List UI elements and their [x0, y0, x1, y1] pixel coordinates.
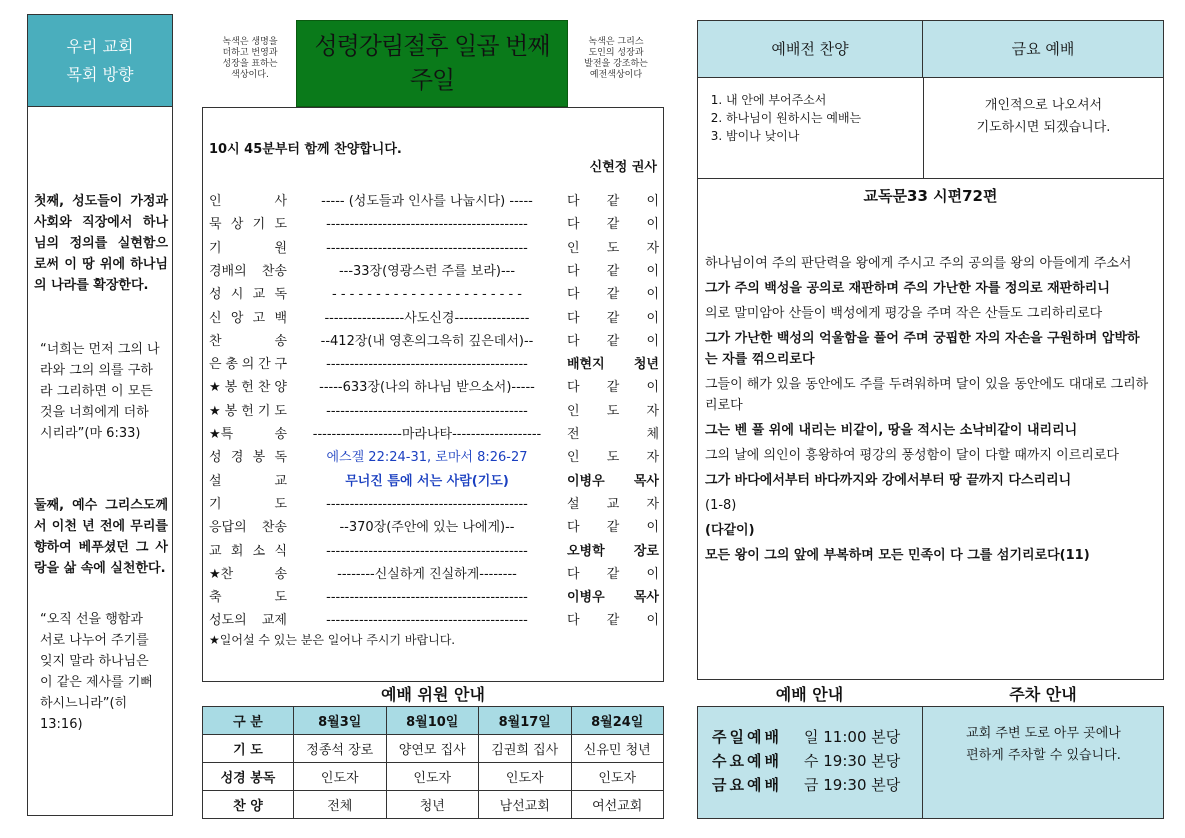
header-line-2: 목회 방향 [66, 65, 134, 84]
order-item-content: -----------------사도신경---------------- [324, 310, 530, 326]
note-line: 발전을 강조하는 [584, 59, 648, 69]
parking-title: 주차 안내 [1009, 685, 1077, 704]
reading-verse: 그는 벤 풀 위에 내리는 비같이, 땅을 적시는 소낙비같이 내리리니 [705, 423, 1078, 438]
order-item-content: ------------------------------------------- [326, 217, 528, 233]
order-item-leader: 오병학 장로 [567, 543, 659, 559]
table-cell: 정종석 장로 [294, 735, 387, 763]
reading-verse: 그의 날에 의인이 흥왕하여 평강의 풍성함이 달이 다할 때까지 이르리로다 [705, 448, 1119, 463]
row-label: 성경 봉독 [203, 763, 294, 791]
order-item-label: 성도의 교제 [209, 613, 287, 629]
order-item-content: 에스겔 22:24-31, 로마서 8:26-27 [326, 450, 528, 466]
order-item-leader: 다 같 이 [567, 287, 659, 303]
order-item-content: --------신실하게 진실하게-------- [337, 566, 517, 582]
order-item-label: ★ 봉 헌 기 도 [209, 403, 287, 419]
order-item-label: ★특 송 [209, 427, 287, 442]
order-row [209, 307, 659, 330]
praise-title: 예배전 찬양 [698, 21, 923, 78]
order-item-label: 경배의 찬송 [209, 263, 287, 279]
note-line: 도인의 성장과 [588, 48, 644, 58]
order-item-content: -------------------마라나타------------------- [312, 427, 542, 442]
order-item-leader: 이병우 목사 [567, 473, 659, 489]
order-item-label: 성 시 교 독 [209, 287, 287, 303]
order-row [209, 400, 659, 423]
order-item-content: --412장(내 영혼의그윽히 깊은데서)-- [320, 333, 534, 349]
service-row [712, 725, 917, 749]
divider [922, 707, 923, 818]
divider [698, 178, 1163, 179]
friday-line: 개인적으로 나오셔서 [984, 98, 1103, 113]
service-title: 예배 안내 [775, 685, 844, 704]
table-header-row [203, 707, 664, 735]
table-cell: 전체 [294, 791, 387, 819]
column-header: 8월3일 [294, 707, 387, 735]
table-cell: 인도자 [571, 763, 664, 791]
order-item-content: ----- (성도들과 인사를 나눕시다) ----- [321, 194, 533, 209]
direction-quote-2: “오직 선을 행함과 서로 나누어 주기를 잊지 말라 하나님은 이 같은 제사를 기뻐하시느니라”(히 13:16) [40, 612, 153, 732]
order-row [209, 586, 659, 609]
order-item-leader: 배현지 청년 [567, 357, 659, 373]
order-item-label: 설 교 [209, 473, 287, 489]
responsive-reading [705, 253, 1152, 570]
note-line: 예전색상이다 [589, 70, 643, 80]
responsive-reading-title: 교독문33 시편72편 [863, 187, 998, 205]
reading-verse: 의로 말미암아 산들이 백성에게 평강을 주며 작은 산들도 그리하리로다 [705, 306, 1103, 321]
service-name: 금요예배 [712, 776, 782, 794]
reading-verse: 그들이 해가 있을 동안에도 주를 두려워하며 달이 있을 동안에도 대대로 그리하리로다 [705, 377, 1149, 413]
sunday-title [296, 20, 568, 107]
order-row [209, 376, 659, 399]
service-row [712, 773, 917, 797]
order-item-label: ★찬 송 [209, 566, 287, 582]
order-item-label: 은 총 의 간 구 [209, 357, 287, 373]
order-item-label: 기 원 [209, 240, 287, 256]
order-item-content: ------------------------------------------- [326, 590, 528, 606]
note-line: 녹색은 생명을 [222, 37, 278, 47]
service-name: 주일예배 [712, 728, 782, 746]
service-time: 일 11:00 본당 [804, 728, 901, 746]
table-cell: 청년 [386, 791, 479, 819]
parking-line: 교회 주변 도로 아무 곳에나 [966, 726, 1121, 741]
worship-duty-table [202, 706, 664, 819]
parking-text [924, 723, 1163, 767]
order-intro: 10시 45분부터 함께 찬양합니다. [209, 142, 402, 157]
order-item-content: 무너진 틈에 서는 사람(기도) [345, 473, 509, 489]
order-item-label: 축 도 [209, 590, 287, 606]
order-row [209, 260, 659, 283]
table-cell: 신유민 청년 [571, 735, 664, 763]
note-line: 색상이다. [231, 70, 269, 80]
reading-verse: 그가 가난한 백성의 억울함을 풀어 주며 궁핍한 자의 자손을 구원하며 압박하는 자를 꺾으리로다 [705, 331, 1140, 367]
service-row [712, 749, 917, 773]
reading-verse: (다같이) [705, 523, 755, 538]
order-item-leader: 설 교 자 [567, 496, 659, 512]
order-item-content: -----633장(나의 하나님 받으소서)----- [319, 380, 535, 396]
praise-song: 2. 하나님이 원하시는 예배는 [726, 109, 918, 127]
order-item-leader: 인 도 자 [567, 403, 659, 419]
order-row [209, 516, 659, 539]
order-item-label: 교 회 소 식 [209, 543, 287, 559]
direction-point-2: 둘째, 예수 그리스도께서 이천 년 전에 무리를 향하여 베푸셨던 그 사랑을 삶 속에 실천한다. [34, 498, 168, 576]
order-row [209, 190, 659, 213]
table-cell: 양연모 집사 [386, 735, 479, 763]
order-item-leader: 다 같 이 [567, 263, 659, 279]
note-line: 녹색은 그리스 [588, 37, 644, 47]
reading-verse: 그가 바다에서부터 바다까지와 강에서부터 땅 끝까지 다스리리니 [705, 473, 1072, 488]
note-line: 성장을 표하는 [222, 59, 278, 69]
order-item-content: ---33장(영광스런 주를 보라)--- [338, 263, 516, 279]
order-item-label: 기 도 [209, 496, 287, 512]
order-row [209, 353, 659, 376]
order-of-worship [202, 107, 664, 682]
order-row [209, 423, 659, 446]
direction-point-1: 첫째, 성도들이 가정과 사회와 직장에서 하나님의 정의를 실현함으로써 이 땅 위에 하나님의 나라를 확장한다. [34, 194, 168, 293]
table-cell: 여선교회 [571, 791, 664, 819]
order-row [209, 493, 659, 516]
order-item-leader: 다 같 이 [567, 613, 659, 629]
praise-song: 1. 내 안에 부어주소서 [726, 91, 918, 109]
friday-title: 금요 예배 [923, 21, 1163, 78]
order-item-content: ------------------------------------------- [326, 543, 528, 559]
duty-title: 예배 위원 안내 [381, 685, 485, 704]
order-row [209, 237, 659, 260]
liturgical-note-left [214, 37, 286, 81]
table-cell: 남선교회 [479, 791, 572, 819]
reading-verse: 모든 왕이 그의 앞에 부복하며 모든 민족이 다 그를 섬기리로다(11) [705, 548, 1090, 563]
order-item-leader: 인 도 자 [567, 450, 659, 466]
reading-verse: 하나님이여 주의 판단력을 왕에게 주시고 주의 공의를 왕의 아들에게 주소서 [705, 256, 1132, 271]
order-row [209, 609, 659, 632]
right-panel [697, 20, 1164, 680]
order-row [209, 563, 659, 586]
order-item-label: ★ 봉 헌 찬 양 [209, 380, 287, 396]
row-label: 기 도 [203, 735, 294, 763]
order-item-label: 찬 송 [209, 333, 287, 349]
order-item-leader: 다 같 이 [567, 333, 659, 349]
order-item-content: ------------------------------------------- [326, 357, 528, 373]
friday-text [924, 95, 1163, 139]
column-header: 8월17일 [479, 707, 572, 735]
order-item-content: ------------------------------------------- [326, 240, 528, 256]
title-line-1: 성령강림절후 일곱 번째 [314, 32, 550, 60]
order-row [209, 540, 659, 563]
order-item-leader: 전 체 [567, 427, 659, 442]
service-time: 수 19:30 본당 [804, 752, 901, 770]
order-row [209, 446, 659, 469]
table-cell: 김권희 집사 [479, 735, 572, 763]
table-cell: 인도자 [479, 763, 572, 791]
praise-song-list [698, 91, 918, 145]
order-item-leader: 다 같 이 [567, 310, 659, 326]
order-item-leader: 다 같 이 [567, 217, 659, 233]
church-direction-header [28, 15, 172, 107]
order-row [209, 470, 659, 493]
order-item-content: ------------------------------------------- [326, 403, 528, 419]
column-header: 구 분 [203, 707, 294, 735]
liturgical-note-right [574, 37, 658, 81]
column-header: 8월24일 [571, 707, 664, 735]
service-parking-box [697, 706, 1164, 819]
order-row [209, 213, 659, 236]
order-footnote: ★일어설 수 있는 분은 일어나 주시기 바랍니다. [209, 633, 456, 647]
header-line-1: 우리 교회 [66, 37, 134, 56]
service-name: 수요예배 [712, 752, 782, 770]
order-item-content: ------------------------------------------- [326, 496, 528, 512]
order-item-content: - - - - - - - - - - - - - - - - - - - - - - [332, 287, 522, 303]
table-row [203, 735, 664, 763]
row-label: 찬 양 [203, 791, 294, 819]
praise-song: 3. 밤이나 낮이나 [726, 127, 918, 145]
order-item-label: 인 사 [209, 194, 287, 209]
column-header: 8월10일 [386, 707, 479, 735]
order-item-label: 응답의 찬송 [209, 520, 287, 536]
table-row [203, 791, 664, 819]
order-item-content: --370장(주안에 있는 나에게)-- [339, 520, 515, 536]
note-line: 더하고 번영과 [222, 48, 278, 58]
order-item-leader: 다 같 이 [567, 566, 659, 582]
order-item-label: 성 경 봉 독 [209, 450, 287, 466]
table-row [203, 763, 664, 791]
order-item-leader: 다 같 이 [567, 520, 659, 536]
order-item-leader: 다 같 이 [567, 194, 659, 209]
order-item-leader: 다 같 이 [567, 380, 659, 396]
table-cell: 인도자 [386, 763, 479, 791]
order-item-label: 신 앙 고 백 [209, 310, 287, 326]
order-row [209, 330, 659, 353]
direction-quote-1: “너희는 먼저 그의 나라와 그의 의를 구하라 그리하면 이 모든 것을 너희에게 더하시리라”(마 6:33) [40, 342, 160, 441]
friday-line: 기도하시면 되겠습니다. [976, 120, 1111, 135]
service-time: 금 19:30 본당 [804, 776, 901, 794]
order-item-leader: 인 도 자 [567, 240, 659, 256]
title-line-2: 주일 [409, 66, 455, 94]
parking-line: 편하게 주차할 수 있습니다. [966, 748, 1121, 763]
order-item-leader: 이병우 목사 [567, 590, 659, 606]
reading-verse: (1-8) [705, 498, 737, 513]
order-intro-leader: 신현정 권사 [589, 160, 657, 175]
table-cell: 인도자 [294, 763, 387, 791]
order-item-label: 묵 상 기 도 [209, 217, 287, 233]
order-row [209, 283, 659, 306]
church-direction-panel [27, 14, 173, 816]
order-item-content: ------------------------------------------- [326, 613, 528, 629]
service-times [712, 725, 917, 797]
reading-verse: 그가 주의 백성을 공의로 재판하며 주의 가난한 자를 정의로 재판하리니 [705, 281, 1110, 296]
